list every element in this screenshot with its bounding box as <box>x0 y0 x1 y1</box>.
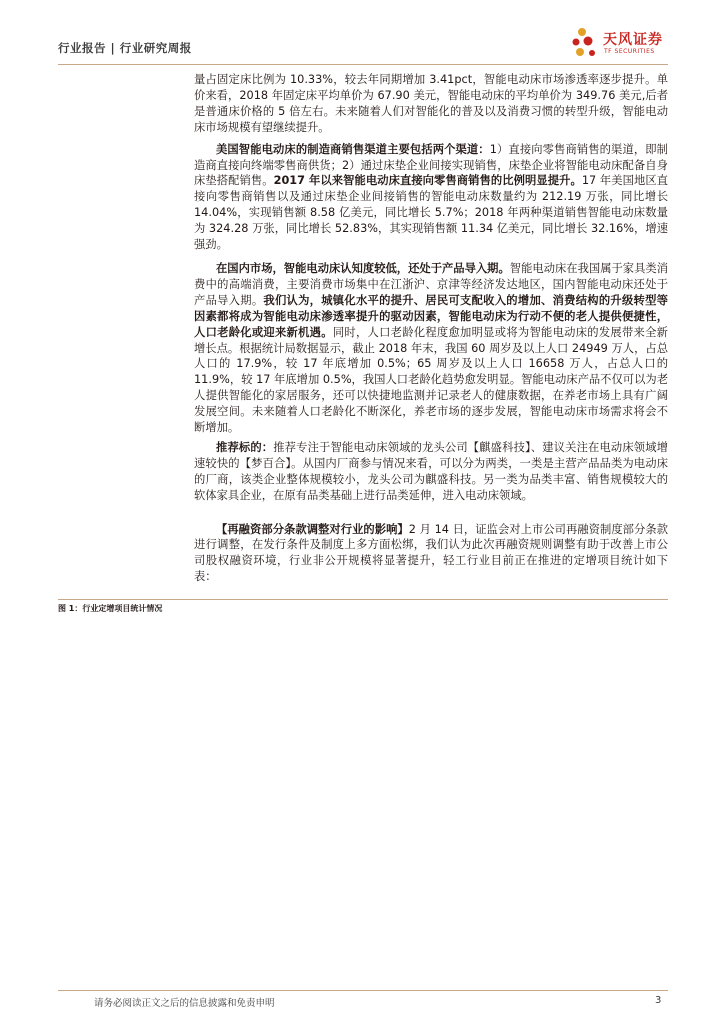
logo-text: 天风证券 <box>603 32 663 48</box>
paragraph-recommend <box>194 440 668 504</box>
text: 2 月 14 日，证监会对上市公司再融资制度部分条款进行调整，在发行条件及制度上多方面松绑，我们认为此次再融资规则调整有助于改善上市公司股权融资环境，行业非公开规模将显著提升，轻工行业目前正在推进的定增项目统计如下表： <box>194 522 668 584</box>
header-rule <box>58 64 668 65</box>
logo-dot <box>578 28 586 36</box>
paragraph-domestic <box>194 261 668 436</box>
main-content <box>194 72 668 585</box>
logo-dot <box>584 37 593 46</box>
paragraph-price: 量占固定床比例为 10.33%，较去年同期增加 3.41pct，智能电动床市场渗透率逐步提升。单价来看，2018 年固定床平均单价为 67.90 美元，智能电动床的平均单价为 349.76 美元,后者是普通床价格的 5 倍左右。未来随着人们对智能化的普及以及消费习惯的转型升级，智能电动床市场规模有望继续提升。 <box>194 73 668 134</box>
text: 17 年美国地区直接向零售商销售以及通过床垫企业间接销售的智能电动床数量约为 212.19 万张，同比增长 14.04%，实现销售额 8.58 亿美元，同比增长 5.7%；2018 年两种渠道销售智能电动床数量为 324.28 万张，同比增长 52.83%，其实现销售额 11.34 亿美元，同比增长 32.16%，增速强劲。 <box>194 174 668 252</box>
paragraph-us-channels <box>194 142 668 253</box>
bold-lead: 美国智能电动床的制造商销售渠道主要包括两个渠道： <box>216 142 490 156</box>
bold-lead: 2017 年以来智能电动床直接向零售商销售的比例明显提升。 <box>273 174 582 188</box>
logo-subtext: TF SECURITIES <box>604 48 655 55</box>
bold-lead: 推荐标的： <box>216 440 274 454</box>
text: 同时，人口老龄化程度愈加明显或将为智能电动床的发展带来全新增长点。根据统计局数据显示，截止 2018 年末，我国 60 周岁及以上人口 24949 万人，占总人口的 17.9%，较 17 年底增加 0.5%；65 周岁及以上人口 16658 万人，占总人口的 11.9%，较 17 年底增加 0.5%，我国人口老龄化趋势愈发明显。智能电动床产品不仅可以为老人提供智能化的家居服务，还可以快捷地监测并记录老人的健康数据，在养老市场上具有广阔发展空间。未来随着人口老龄化不断深化，养老市场的逐步发展，智能电动床市场需求将会不断增加。 <box>194 325 668 435</box>
text: 智能电动床在我国属于家具类消费中的高端消费，主要消费市场集中在江浙沪、京津等经济发达地区，国内智能电动床还处于产品导入期。 <box>194 261 668 307</box>
figure-rule <box>58 599 668 600</box>
text: 推荐专注于智能电动床领域的龙头公司【麒盛科技】、建议关注在电动床领域增速较快的【梦百合】。从国内厂商参与情况来看，可以分为两类，一类是主营产品品类为电动床的厂商，该类企业整体规模较小，龙头公司为麒盛科技。另一类为品类丰富、销售规模较大的软体家具企业，在原有品类基础上进行品类延伸，进入电动床领域。 <box>194 440 668 502</box>
paragraph-refinancing <box>194 522 668 586</box>
bold-lead: 【再融资部分条款调整对行业的影响】 <box>216 522 409 536</box>
page-header-title: 行业报告 | 行业研究周报 <box>58 41 192 55</box>
spacer <box>194 504 668 522</box>
page-number: 3 <box>655 995 662 1006</box>
logo-dot <box>589 50 595 56</box>
spacer <box>194 253 668 261</box>
footer-disclaimer: 请务必阅读正文之后的信息披露和免责申明 <box>94 998 275 1009</box>
bold-lead: 在国内市场，智能电动床认知度较低，还处于产品导入期。 <box>216 261 510 275</box>
figure-label: 图 1：行业定增项目统计情况 <box>58 604 163 613</box>
bold-lead: 我们认为，城镇化水平的提升、居民可支配收入的增加、消费结构的升级转型等因素都将成为智能电动床渗透率提升的驱动因素，智能电动床为行动不便的老人提供便捷性，人口老龄化或迎来新机遇。 <box>194 293 668 339</box>
logo-dot <box>573 39 580 46</box>
logo-dot <box>576 48 584 56</box>
footer-rule <box>58 990 668 991</box>
text: 1）直接向零售商销售的渠道，即制造商直接向终端零售商供货；2）通过床垫企业间接实现销售，床垫企业将智能电动床配备自身床垫搭配销售。 <box>194 142 668 188</box>
